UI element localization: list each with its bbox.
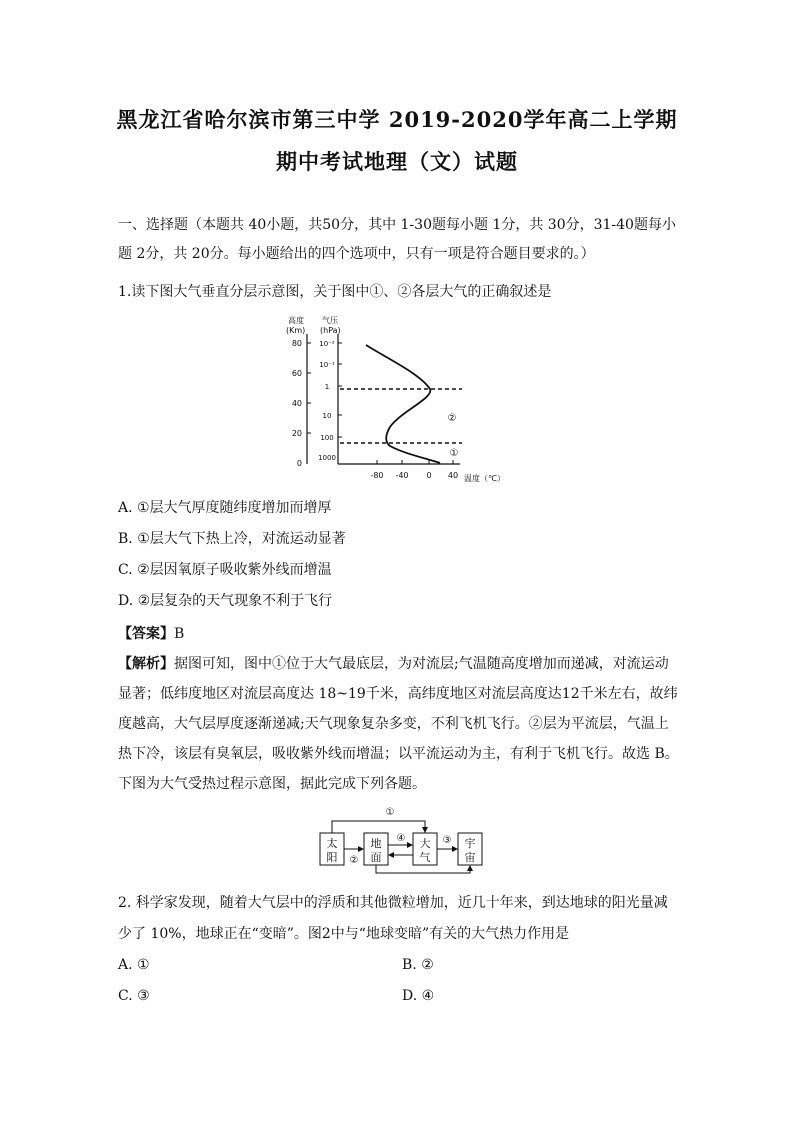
temperature-tick: 0 [426,471,432,480]
temperature-tick: 40 [447,471,459,480]
universe-label-1: 宇 [464,837,476,850]
question-2-option-c: C. ③ [118,988,150,1004]
temperature-tick: -40 [395,471,409,480]
pressure-tick: 10 [322,412,332,420]
height-axis-unit: (Km) [286,326,306,335]
question-2-option-d: D. ④ [402,988,435,1004]
height-axis-label: 高度 [288,316,304,325]
ground-label-2: 面 [370,851,382,864]
figure-2-intro: 下图为大气受热过程示意图，据此完成下列各题。 [118,776,426,792]
pressure-tick: 10⁻² [319,340,335,348]
height-tick: 20 [291,429,302,438]
atmosphere-label-1: 大 [419,837,431,850]
question-2-stem-line2: 少了 10%，地球正在“变暗”。图2中与“地球变暗”有关的大气热力作用是 [118,926,570,942]
sun-label-1: 太 [326,837,338,850]
question-1-option-c: C. ②层因氧原子吸收紫外线而增温 [118,562,332,578]
height-tick: 40 [291,399,302,408]
section-instructions-line2: 题 2分，共 20分。每小题给出的四个选项中，只有一项是符合题目要求的。） [118,246,595,262]
arrow-2-label: ② [349,855,359,866]
answer-value: B [174,626,185,642]
ground-label-1: 地 [370,837,382,850]
arrow-1 [332,821,425,833]
pressure-tick: 10⁻¹ [319,361,335,369]
question-1-answer [118,620,688,649]
atmosphere-layers-figure [280,312,510,487]
arrow-4-label: ④ [396,833,406,844]
exam-title-line2: 期中考试地理（文）试题 [276,149,518,174]
temperature-tick: -80 [370,471,384,480]
pressure-tick: 100 [320,434,334,442]
pressure-tick: 1000 [318,454,336,462]
question-1-option-d: D. ②层复杂的天气现象不利于飞行 [118,593,333,609]
atmosphere-label-2: 气 [419,851,431,864]
pressure-axis-label: 气压 [322,316,338,325]
question-2-option-a: A. ① [118,957,150,973]
sun-label-2: 阳 [326,851,338,864]
temperature-curve [366,345,440,463]
question-1-analysis-line4: 热下冷，该层有臭氧层，吸收紫外线而增温；以平流运动为主，有利于飞机飞行。故选 B。 [118,746,679,762]
ground-to-space-arrow [376,865,470,873]
arrow-1-label: ① [385,807,395,818]
question-1-option-b: B. ①层大气下热上冷，对流运动显著 [118,531,346,547]
atmospheric-heating-figure [318,803,498,875]
question-1-option-a: A. ①层大气厚度随纬度增加而增厚 [118,500,332,516]
arrow-3-label: ③ [442,835,452,846]
question-1-analysis-line2: 显著；低纬度地区对流层高度达 18~19千米，高纬度地区对流层高度达12千米左右，故纬 [118,686,678,702]
analysis-label: 【解析】 [118,656,174,672]
question-1-stem: 1.读下图大气垂直分层示意图，关于图中①、②各层大气的正确叙述是 [118,284,552,300]
height-tick: 80 [291,339,302,348]
pressure-axis-unit: (hPa) [320,326,341,335]
troposphere-label: ① [449,448,459,459]
exam-title-line1: 黑龙江省哈尔滨市第三中学 2019-2020学年高二上学期 [116,107,678,132]
stratosphere-label: ② [447,413,457,424]
analysis-text: 据图可知，图中①位于大气最底层，为对流层;气温随高度增加而递减，对流运动 [174,656,669,672]
height-tick: 0 [296,459,302,468]
universe-label-2: 宙 [464,851,476,864]
answer-label: 【答案】 [118,626,174,642]
height-tick: 60 [291,369,302,378]
section-instructions-line1: 一、选择题（本题共 40小题，共50分，其中 1-30题每小题 1分，共 30分，31-40题每小 [118,217,676,233]
question-2-option-b: B. ② [402,957,434,973]
pressure-tick: 1 [324,383,330,391]
question-2-stem-line1: 2. 科学家发现，随着大气层中的浮质和其他微粒增加，近几十年来，到达地球的阳光量减 [118,895,668,911]
temperature-axis-label: 温度（℃） [464,474,505,483]
question-1-analysis-line3: 度越高，大气层厚度逐渐递减;天气现象复杂多变，不利飞机飞行。②层为平流层，气温上 [118,716,669,732]
question-1-analysis-line1 [118,650,688,679]
